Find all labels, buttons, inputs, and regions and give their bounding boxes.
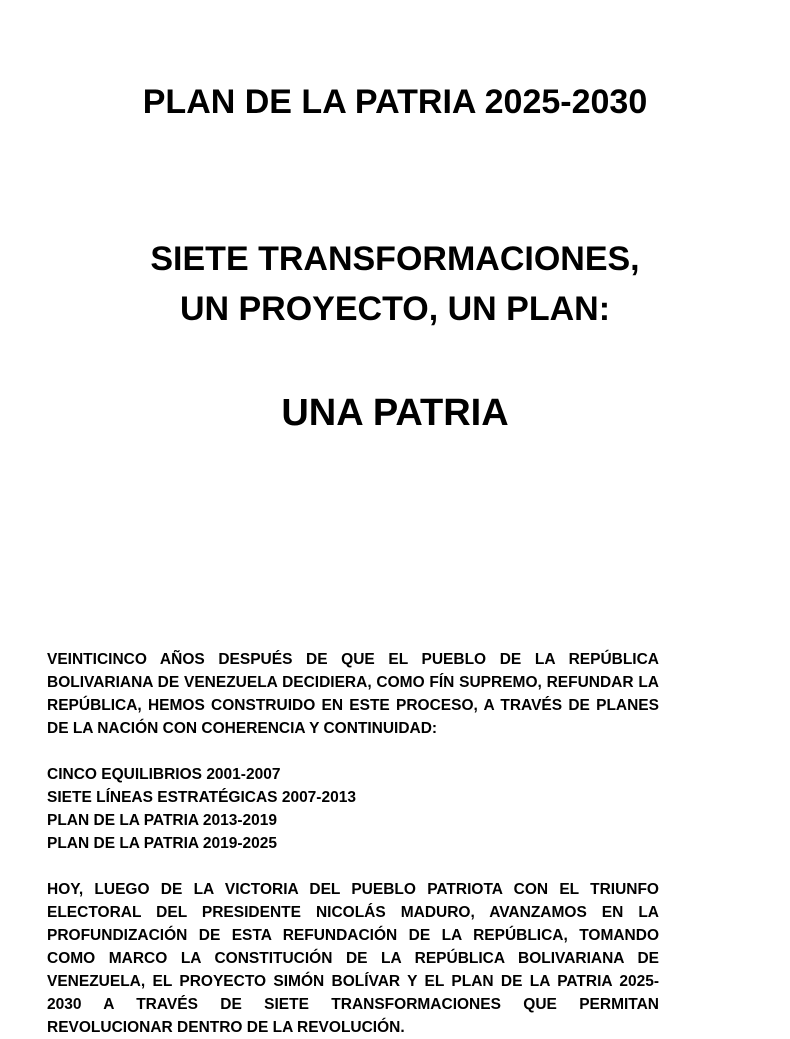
subtitle-line-1: SIETE TRANSFORMACIONES, [150, 240, 640, 278]
plans-list [47, 763, 659, 855]
document-title: PLAN DE LA PATRIA 2025-2030 [142, 83, 648, 121]
plan-item: CINCO EQUILIBRIOS 2001-2007 [47, 766, 281, 783]
plan-item: PLAN DE LA PATRIA 2013-2019 [47, 812, 277, 829]
plan-item: PLAN DE LA PATRIA 2019-2025 [47, 835, 277, 852]
plan-item: SIETE LÍNEAS ESTRATÉGICAS 2007-2013 [47, 789, 356, 806]
subtitle-line-2: UN PROYECTO, UN PLAN: [179, 290, 611, 328]
document-tagline: UNA PATRIA [281, 392, 509, 434]
document-subtitle [0, 234, 790, 334]
conclusion-paragraph: HOY, LUEGO DE LA VICTORIA DEL PUEBLO PATRIOTA CON EL TRIUNFO ELECTORAL DEL PRESIDENTE NICOLÁS MADURO, AVANZAMOS EN LA PROFUNDIZACIÓN DE ESTA REFUNDACIÓN DE LA REPÚBLICA, TOMANDO COMO MARCO LA CONSTITUCIÓN DE LA REPÚBLICA BOLIVARIANA DE VENEZUELA, EL PROYECTO SIMÓN BOLÍVAR Y EL PLAN DE LA PATRIA 2025-2030 A TRAVÉS DE SIETE TRANSFORMACIONES QUE PERMITAN REVOLUCIONAR DENTRO DE LA REVOLUCIÓN. [47, 881, 659, 1036]
intro-paragraph: VEINTICINCO AÑOS DESPUÉS DE QUE EL PUEBLO DE LA REPÚBLICA BOLIVARIANA DE VENEZUELA DECIDIERA, COMO FÍN SUPREMO, REFUNDAR LA REPÚBLICA, HEMOS CONSTRUIDO EN ESTE PROCESO, A TRAVÉS DE PLANES DE LA NACIÓN CON COHERENCIA Y CONTINUIDAD: [47, 651, 659, 737]
